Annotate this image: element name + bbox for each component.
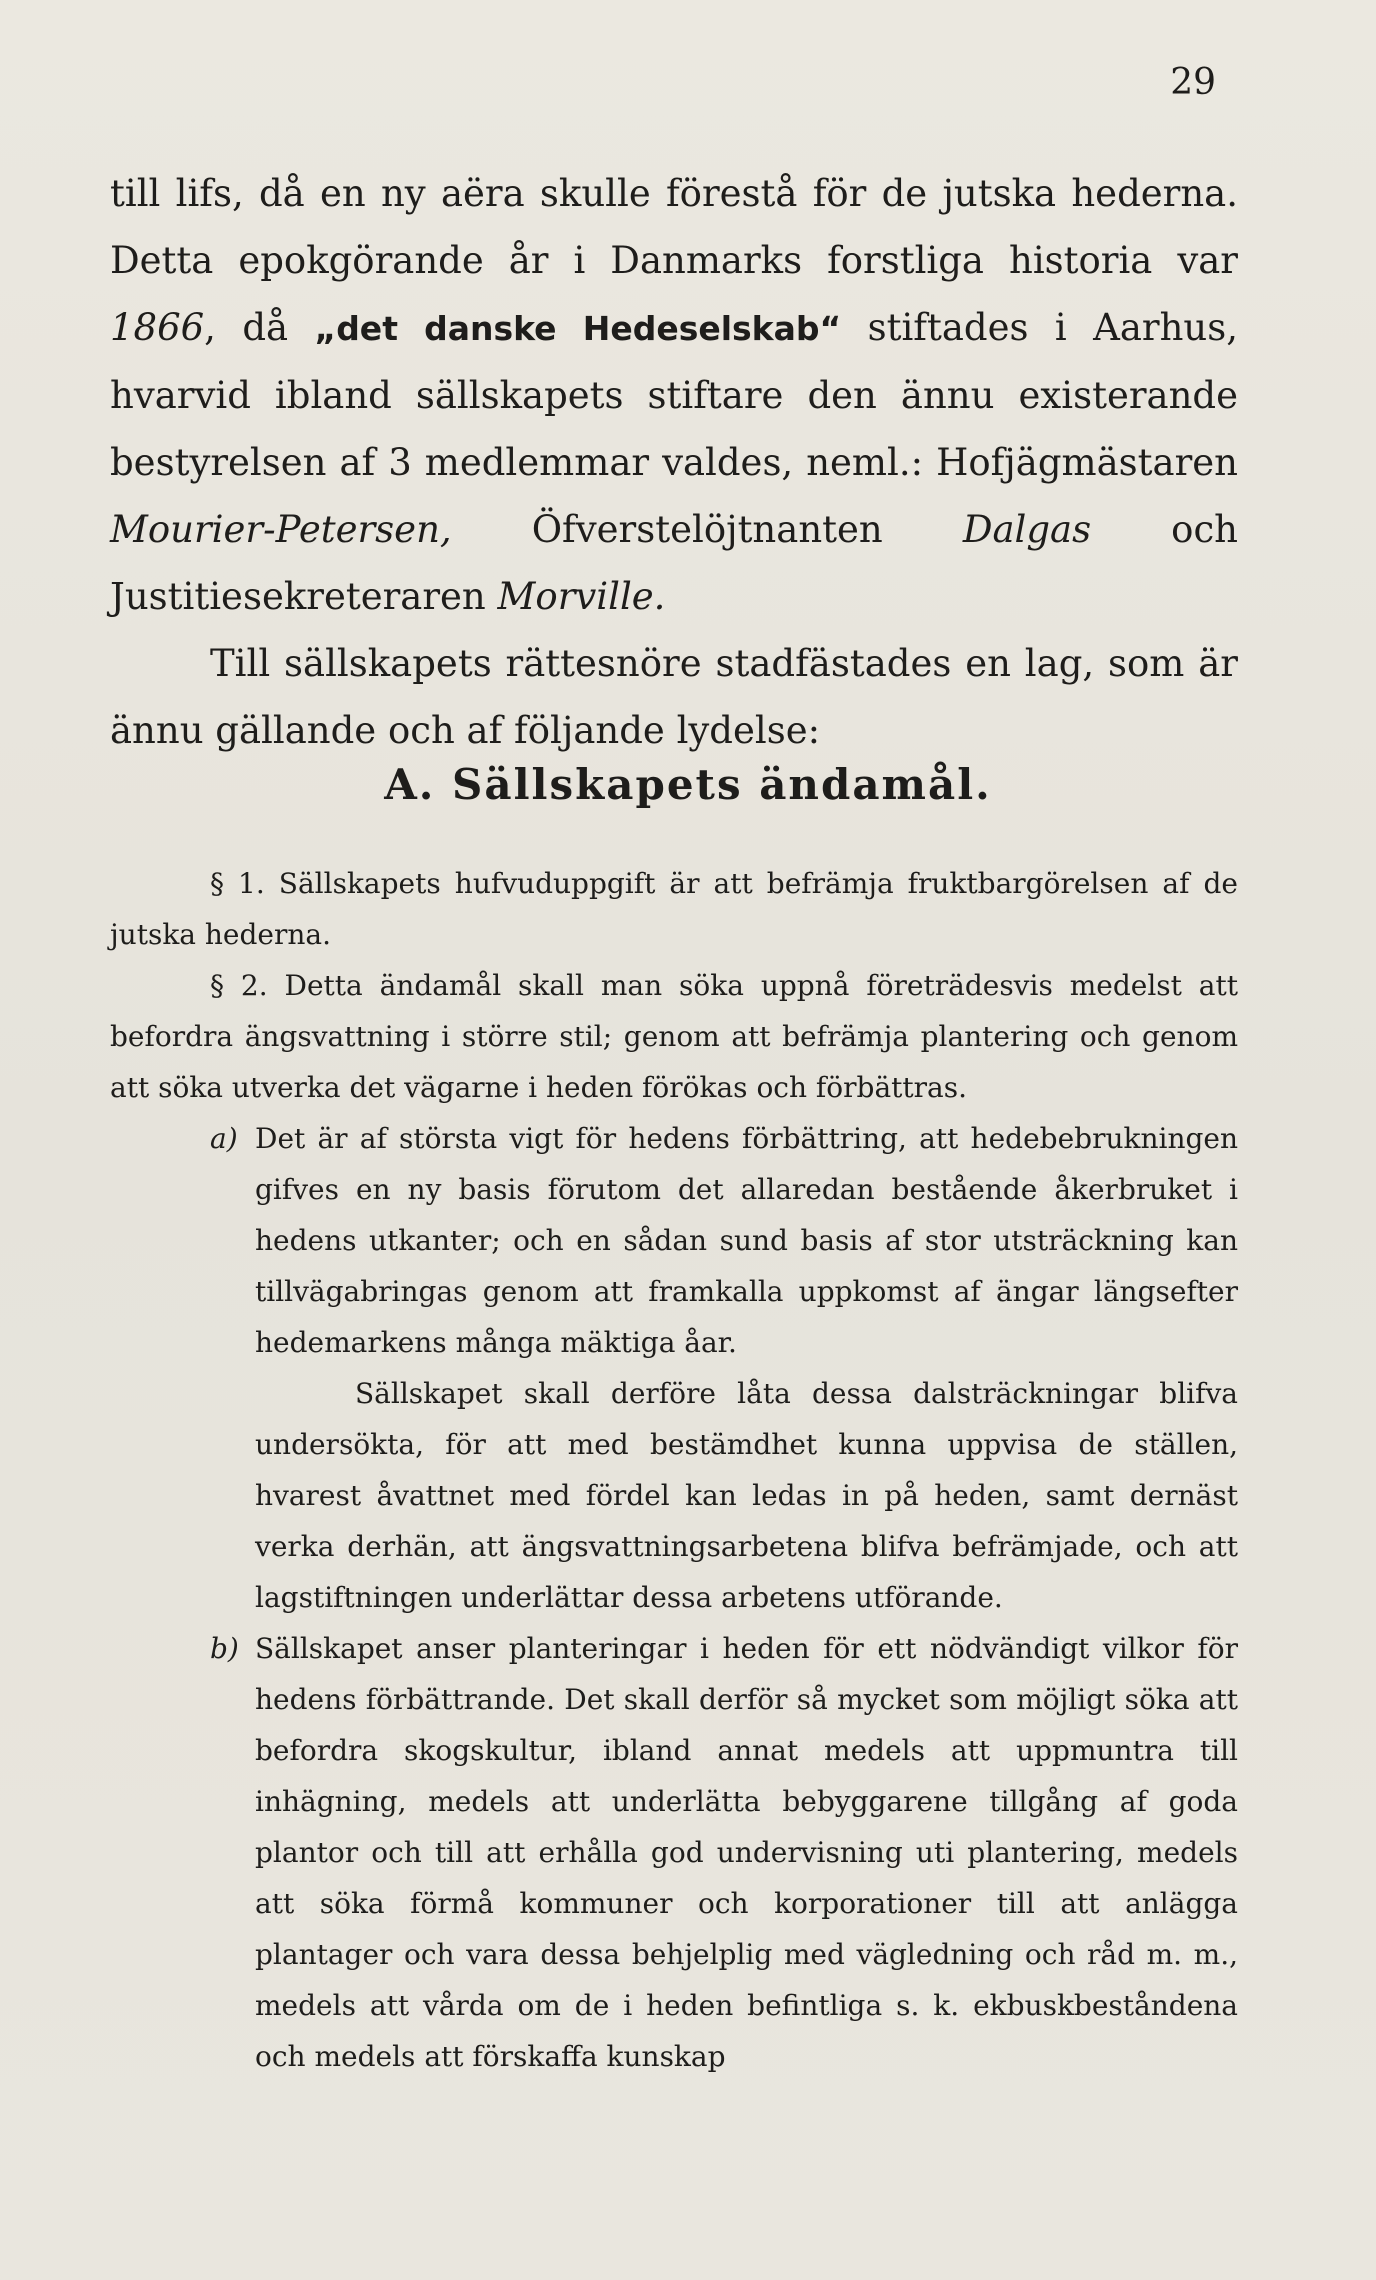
item-a-text: Det är af största vigt för hedens förbättring, att hedebebrukningen gifves en ny basis förutom det allaredan bestående åkerbruket i hedens utkanter; och en sådan sund basis af stor utsträckning kan tillvägabringas genom att framkalla uppkomst af ängar längsefter hedemarkens många mäktiga åar.: [255, 1122, 1238, 1359]
year-1866: 1866: [110, 306, 205, 349]
paragraph-intro: [110, 160, 1238, 630]
intro-text-a: till lifs, då en ny aëra skulle förestå för de jutska hederna. Detta epokgörande år i Danmarks forstliga historia var: [110, 172, 1238, 282]
paragraph-statute: Till sällskapets rättesnöre stadfästades en lag, som är ännu gällande och af följande lydelse:: [110, 642, 1238, 752]
intro-text-d: Öfverstelöjtnanten: [451, 508, 963, 551]
statute-text: [110, 858, 1238, 2082]
intro-text-e: och Justitiesekreteraren: [110, 508, 1238, 618]
section-heading: A. Sällskapets ändamål.: [384, 760, 992, 809]
intro-text-c: stiftades i Aarhus, hvarvid ibland sällskapets stiftare den ännu existerande bestyrelsen af 3 medlemmar valdes, neml.: Hofjägmästaren: [110, 306, 1239, 484]
item-b-label: b): [210, 1632, 239, 1665]
name-dalgas: Dalgas: [962, 508, 1092, 551]
section-2: § 2. Detta ändamål skall man söka uppnå företrädesvis medelst att befordra ängsvattning i större stil; genom att befrämja plantering och genom att söka utverka det vägarne i heden förökas och förbättras.: [110, 969, 1238, 1104]
item-a-continuation: Sällskapet skall derföre låta dessa dalsträckningar blifva undersökta, för att med bestämdhet kunna uppvisa de ställen, hvarest åvattnet med fördel kan ledas in på heden, samt dernäst verka derhän, att ängsvattningsarbetena blifva befrämjade, och att lagstiftningen underlättar dessa arbetens utförande.: [255, 1377, 1238, 1614]
item-a-label: a): [210, 1122, 238, 1155]
item-b-text: Sällskapet anser planteringar i heden för ett nödvändigt vilkor för hedens förbättrande. Det skall derför så mycket som möjligt söka att befordra skogskultur, ibland annat medels att uppmuntra till inhägning, medels att underlätta bebyggarene tillgång af goda plantor och till att erhålla god undervisning uti plantering, medels att söka förmå kommuner och korporationer till att anlägga plantager och vara dessa behjelplig med vägledning och råd m. m., medels att vårda om de i heden befintliga s. k. ekbuskbeståndena och medels att förskaffa kunskap: [255, 1632, 1238, 2073]
name-mourier-petersen: Mourier-Petersen,: [110, 508, 452, 551]
page-number: 29: [1170, 62, 1216, 103]
name-morville: Morville.: [497, 575, 666, 618]
item-b: [210, 1623, 1238, 2082]
main-text: [110, 160, 1238, 764]
item-a: [210, 1113, 1238, 1368]
section-1: § 1. Sällskapets hufvuduppgift är att befrämja fruktbargörelsen af de jutska hederna.: [110, 867, 1238, 951]
society-name: „det danske Hedeselskab“: [314, 309, 842, 348]
intro-text-b: , då: [204, 306, 315, 349]
